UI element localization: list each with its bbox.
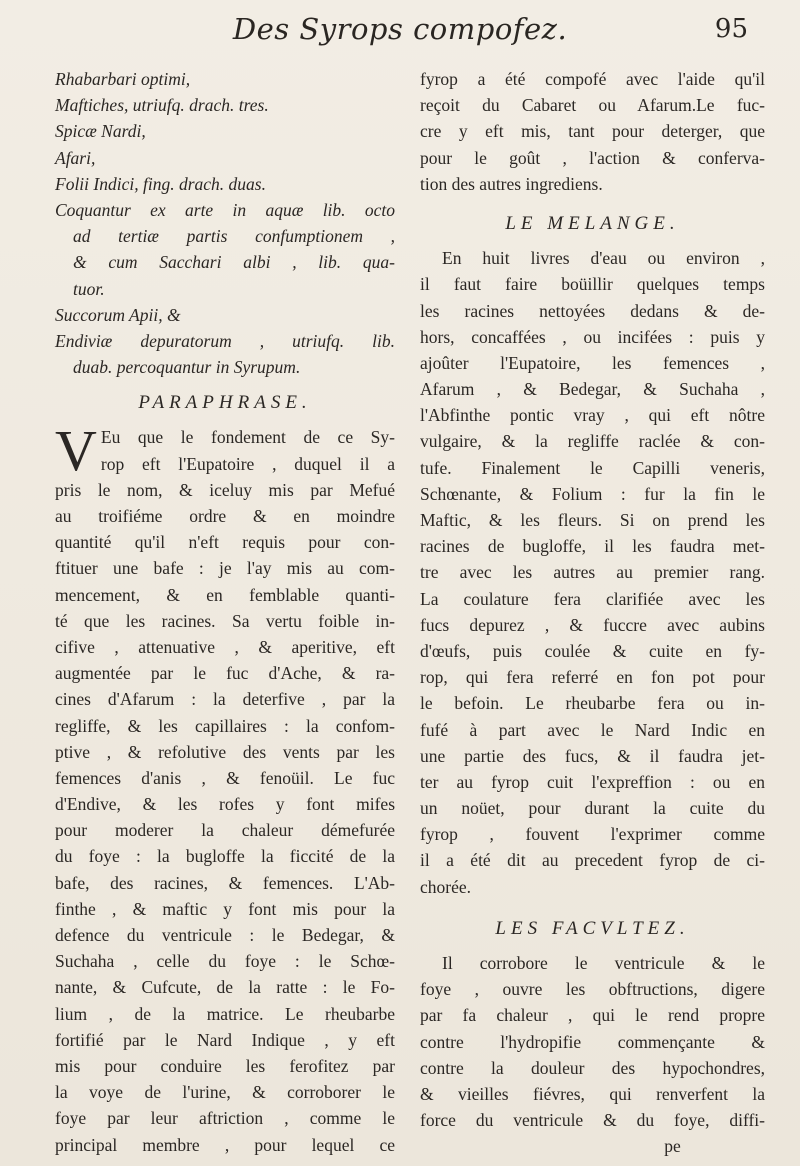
text-line: chorée.: [420, 876, 472, 897]
text-line: il faut faire boüillir quelques temps: [420, 274, 765, 295]
text-line: fufé à part avec le Nard Indic en: [420, 719, 765, 740]
text-line: tion des autres ingrediens.: [420, 173, 603, 194]
text-line: Il corrobore le ventricule & le: [442, 953, 765, 974]
section-heading-facultez: LES FACVLTEZ.: [495, 917, 690, 939]
recipe-line: tuor.: [73, 278, 105, 299]
text-line: & vieilles fiévres, qui renverfent la: [420, 1083, 765, 1104]
text-line: foye , ouvre les obftructions, digere: [420, 979, 765, 1000]
text-line: mis pour conduire les ferofitez par: [55, 1055, 395, 1076]
text-line: une partie des fucs, & il faudra jet-: [420, 745, 765, 766]
recipe-line: Folii Indici, fing. drach. duas.: [55, 173, 266, 194]
text-line: pour le goût , l'action & conferva-: [420, 147, 765, 168]
text-line: foye par leur aftriction , comme le: [55, 1108, 395, 1129]
text-line: nante, & Cufcute, de la ratte : le Fo-: [55, 977, 395, 998]
text-line: rop, qui fera referré en fon pot pour: [420, 667, 765, 688]
text-line: du foye : la bugloffe la ficcité de la: [55, 846, 395, 867]
text-line: quantité qu'il n'eft requis pour con-: [55, 532, 395, 553]
recipe-block: [55, 66, 395, 380]
text-line: fyrop a été compofé avec l'aide qu'il: [420, 69, 765, 89]
right-column: [420, 66, 765, 1160]
text-line: tufe. Finalement le Capilli veneris,: [420, 457, 765, 478]
text-line: contre la douleur des hypochondres,: [420, 1057, 765, 1078]
recipe-line: Rhabarbari optimi,: [55, 69, 191, 89]
text-line: ter au fyrop cuit l'expreffion : ou en: [420, 771, 765, 792]
text-line: ftituer une bafe : je l'ay mis au com-: [55, 558, 395, 579]
text-line: au troifiéme ordre & en moindre: [55, 506, 395, 527]
text-line: hors, concaffées , ou incifées : puis y: [420, 326, 765, 347]
text-line: les racines nettoyées dedans & de-: [420, 300, 765, 321]
text-line: rop eft l'Eupatoire , duquel il a: [100, 453, 395, 474]
recipe-line: Endiviæ depuratorum , utriufq. lib.: [55, 330, 395, 351]
text-line: le befoin. Le rheubarbe fera ou in-: [420, 693, 765, 714]
text-line: l'Abfinthe pontic vray , qui eft nôtre: [420, 405, 765, 426]
text-line: tre avec les autres au premier rang.: [420, 562, 765, 583]
recipe-line: Coquantur ex arte in aquæ lib. octo: [55, 199, 395, 220]
text-line: regliffe, & les capillaires : la confom-: [55, 715, 395, 736]
text-line: té que les racines. Sa vertu foible in-: [55, 610, 395, 631]
text-line: fortifié par le Nard Indique , y eft: [55, 1029, 395, 1050]
page-number: 95: [714, 14, 748, 44]
text-line: La coulature fera clarifiée avec les: [420, 588, 765, 609]
text-line: il a été dit au precedent fyrop de ci-: [420, 850, 765, 871]
recipe-line: & cum Sacchari albi , lib. qua-: [73, 252, 395, 273]
text-line: la voye de l'urine, & corroborer le: [55, 1082, 395, 1103]
text-line: pris le nom, & iceluy mis par Mefué: [55, 479, 395, 500]
text-line: fyrop , fouvent l'exprimer comme: [420, 824, 765, 845]
text-line: mencement, & en femblable quanti-: [55, 584, 395, 605]
text-line: contre l'hydropifie commençante &: [420, 1031, 765, 1052]
text-line: bafe, des racines, & femences. L'Ab-: [55, 872, 395, 893]
text-line: lium , de la matrice. Le rheubarbe: [55, 1003, 395, 1024]
text-line: Afarum , & Bedegar, & Suchaha ,: [420, 379, 765, 400]
recipe-line: Succorum Apii, &: [55, 304, 181, 325]
text-line: Maftic, & les fleurs. Si on prend les: [420, 510, 765, 531]
text-line: principal membre , pour lequel ce: [55, 1134, 395, 1155]
running-head: [0, 12, 800, 56]
text-line: finthe , & maftic y font mis pour la: [55, 898, 395, 919]
text-line: par fa chaleur , qui le rend propre: [420, 1005, 765, 1026]
recipe-line: ad tertiæ partis confumptionem ,: [73, 226, 395, 247]
text-line: vulgaire, & la regliffe raclée & con-: [420, 431, 765, 452]
text-line: pour moderer la chaleur démefurée: [55, 820, 395, 841]
facultez-paragraph: [420, 950, 765, 1160]
text-line: reçoit du Cabaret ou Afarum.Le fuc-: [420, 95, 765, 116]
text-line: d'Endive, & les rofes y font mifes: [55, 794, 395, 815]
text-line: femences d'anis , & fenoüil. Le fuc: [55, 767, 395, 788]
text-line: un noüet, pour durant la cuite du: [420, 798, 765, 819]
running-title: Des Syrops compofez.: [232, 12, 568, 46]
text-line: ajoûter l'Eupatoire, les femences ,: [420, 352, 765, 373]
text-line: ptive , & refolutive des vents par les: [55, 741, 395, 762]
text-line: defence du ventricule : le Bedegar, &: [55, 925, 395, 946]
recipe-line: Spicæ Nardi,: [55, 121, 146, 142]
recipe-line: duab. percoquantur in Syrupum.: [73, 357, 301, 378]
left-column: [55, 66, 395, 1158]
text-line: fucs depurez , & fuccre avec aubins: [420, 614, 765, 635]
text-line: force du ventricule & du foye, diffi-: [420, 1110, 765, 1131]
text-line: cifive , attenuative , & aperitive, eft: [55, 636, 395, 657]
recipe-line: Maftiches, utriufq. drach. tres.: [55, 95, 269, 116]
text-line: Schœnante, & Folium : fur la fin le: [420, 483, 765, 504]
text-line: cines d'Afarum : la deterfive , par la: [55, 689, 395, 710]
paraphrase-body: [55, 418, 395, 1157]
section-heading-paraphrase: PARAPHRASE.: [138, 392, 312, 414]
recipe-line: Afari,: [55, 147, 96, 168]
catchword: pe: [664, 1136, 681, 1157]
section-heading-melange: LE MELANGE.: [505, 212, 680, 234]
text-line: En huit livres d'eau ou environ ,: [442, 248, 765, 269]
drop-cap: V: [55, 418, 97, 484]
melange-paragraph: [420, 245, 765, 900]
text-line: cre y eft mis, tant pour deterger, que: [420, 121, 765, 142]
intro-paragraph: [420, 66, 765, 197]
text-line: augmentée par le fuc d'Ache, & ra-: [55, 663, 395, 684]
text-line: d'œufs, puis coulée & cuite en fy-: [420, 640, 765, 661]
text-line: Eu que le fondement de ce Sy-: [100, 427, 395, 448]
text-line: racines de bugloffe, il les faudra met-: [420, 536, 765, 557]
text-line: Suchaha , celle du foye : le Schœ-: [55, 951, 395, 972]
